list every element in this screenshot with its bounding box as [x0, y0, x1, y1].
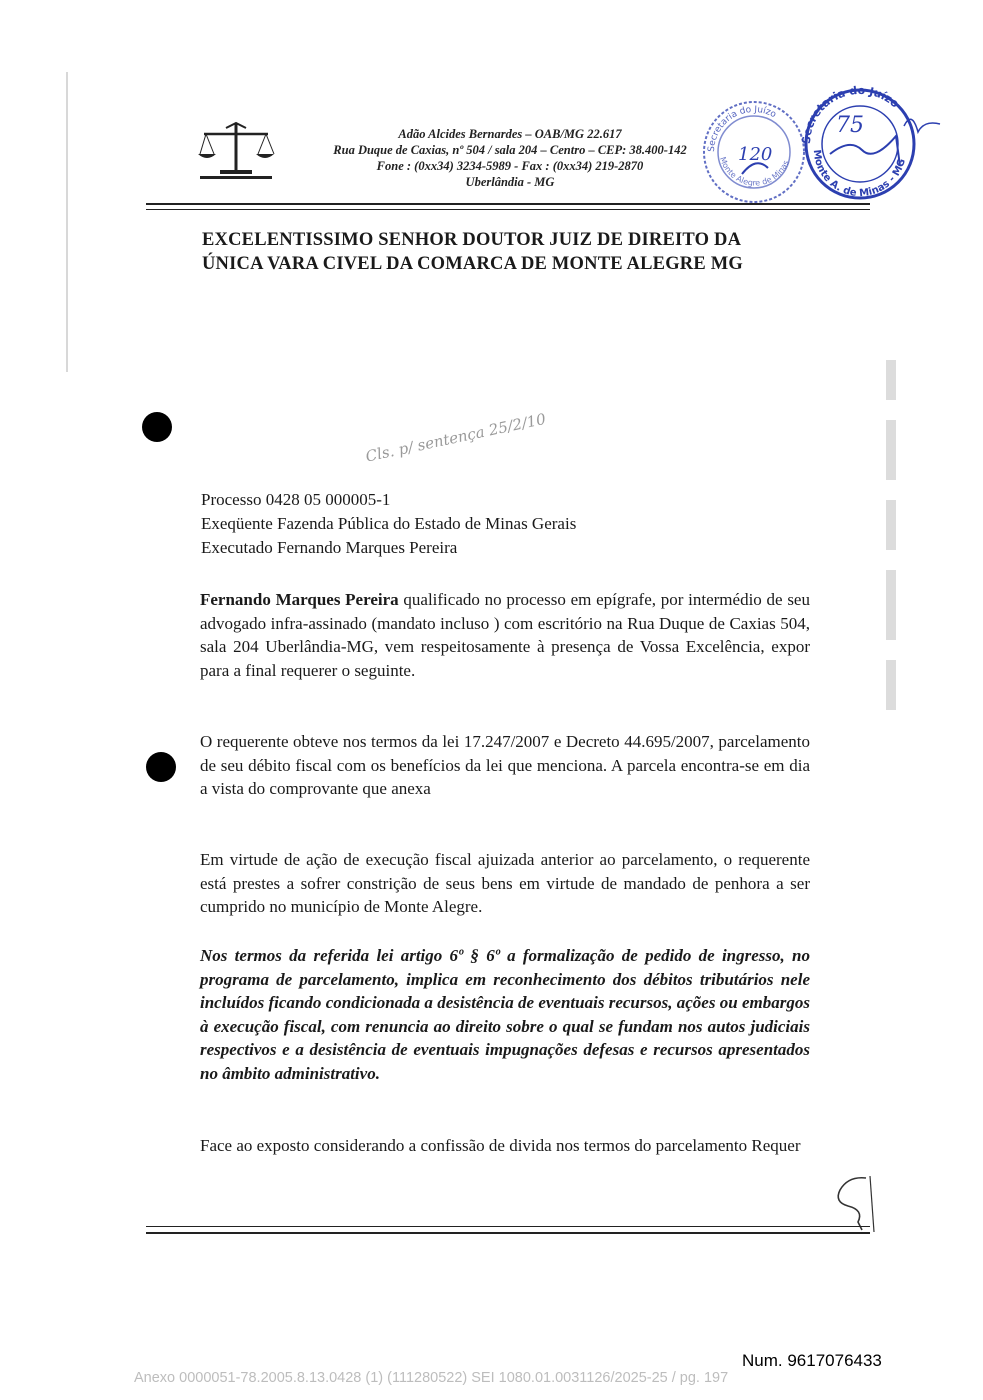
side-protocol-stamp	[878, 360, 908, 720]
paragraph-4-legal-quote: Nos termos da referida lei artigo 6º § 6º a formalização de pedido de ingresso, no programa de parcelamento, implica em reconhecimento dos débitos tributários nele incluídos ficando condicionada a desistência de eventuais recursos, ações ou embargos à execução fiscal, com renuncia ao direito sobre o qual se fundam nos autos judiciais respectivos e a desistência de eventuais impugnações defesas e recursos apresentados no âmbito administrativo.	[200, 946, 810, 1083]
paragraph-1-text: qualificado no processo em epígrafe, por intermédio de seu advogado infra-assinado (mandato incluso ) com escritório na Rua Duque de Caxias 504, sala 204 Uberlândia-MG, vem respeitosamente à presença de Vossa Excelência, expor para a final requerer o seguinte.	[200, 590, 810, 680]
punch-hole-top	[142, 412, 172, 442]
paragraph-5: Face ao exposto considerando a confissão de divida nos termos do parcelamento Requer	[200, 1136, 801, 1155]
letterhead-address: Rua Duque de Caxias, nº 504 / sala 204 – Centro – CEP: 38.400-142	[333, 143, 687, 157]
footer-rule-thick	[146, 1232, 870, 1234]
svg-text:Monte Alegre de Minas: Monte Alegre de Minas	[717, 155, 791, 188]
header-rule-thin	[146, 209, 870, 210]
scales-of-justice-logo	[196, 120, 276, 182]
scan-edge-line	[66, 72, 68, 372]
case-info	[201, 488, 576, 560]
svg-text:Secretaria do Juízo: Secretaria do Juízo	[800, 83, 902, 145]
case-exequente: Exeqüente Fazenda Pública do Estado de Minas Gerais	[201, 514, 577, 533]
case-number: Processo 0428 05 000005-1	[201, 490, 391, 509]
letterhead-phone: Fone : (0xx34) 3234-5989 - Fax : (0xx34) 219-2870	[376, 159, 644, 173]
addressee-line-2: ÚNICA VARA CIVEL DA COMARCA DE MONTE ALEGRE MG	[202, 254, 743, 274]
court-stamp-right	[800, 80, 950, 208]
svg-text:120: 120	[738, 144, 773, 165]
letterhead-name: Adão Alcides Bernardes – OAB/MG 22.617	[398, 127, 622, 141]
footer-rule-thin	[146, 1226, 870, 1227]
svg-text:Secretaria do Juízo: Secretaria do Juízo	[706, 104, 778, 153]
handwritten-note: Cls. p/ sentença 25/2/10	[364, 409, 548, 466]
letterhead-city: Uberlândia - MG	[465, 175, 555, 189]
svg-text:75: 75	[836, 113, 864, 138]
paragraph-1	[200, 588, 810, 682]
case-executado: Executado Fernando Marques Pereira	[201, 538, 458, 557]
party-name: Fernando Marques Pereira	[200, 590, 399, 609]
svg-text:Monte A. de Minas - MG: Monte A. de Minas - MG	[810, 149, 908, 200]
addressee	[202, 228, 842, 276]
paragraph-2: O requerente obteve nos termos da lei 17.247/2007 e Decreto 44.695/2007, parcelamento de seu débito fiscal com os benefícios da lei que menciona. A parcela encontra-se em dia a vista do comprovante que anexa	[200, 732, 810, 798]
paragraph-3: Em virtude de ação de execução fiscal ajuizada anterior ao parcelamento, o requerente está prestes a sofrer constrição de seus bens em virtude de mandado de penhora a ser cumprido no município de Monte Alegre.	[200, 850, 810, 916]
annex-reference: Anexo 0000051-78.2005.8.13.0428 (1) (111280522) SEI 1080.01.0031126/2025-25 / pg. 197	[134, 1370, 729, 1386]
addressee-line-1: EXCELENTISSIMO SENHOR DOUTOR JUIZ DE DIREITO DA	[202, 230, 742, 250]
header-rule-thick	[146, 203, 870, 205]
letterhead	[300, 126, 720, 190]
court-stamp-left	[698, 96, 810, 208]
punch-hole-bottom	[146, 752, 176, 782]
document-number: Num. 9617076433	[742, 1351, 882, 1370]
